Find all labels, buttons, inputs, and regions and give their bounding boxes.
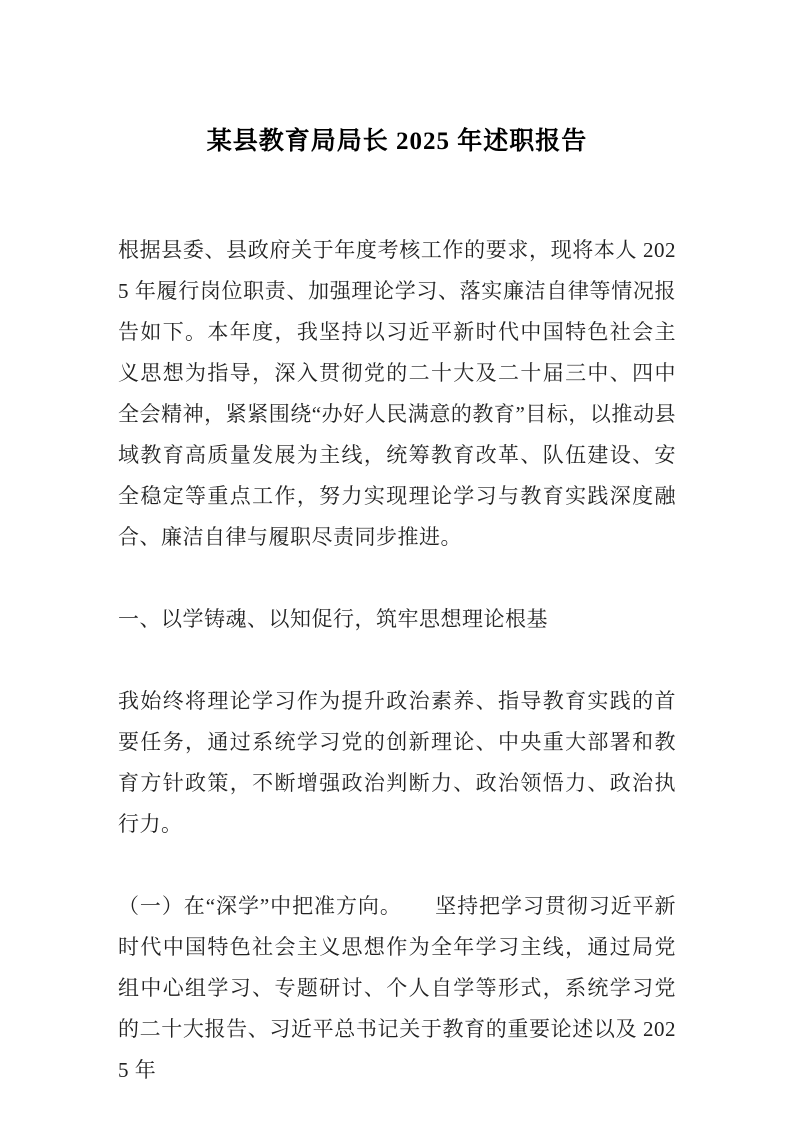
document-title: 某县教育局局长 2025 年述职报告 bbox=[206, 128, 588, 155]
paragraph-theory-study: 我始终将理论学习作为提升政治素养、指导教育实践的首要任务，通过系统学习党的创新理论、中央重大部署和教育方针政策，不断增强政治判断力、政治领悟力、政治执行力。 bbox=[118, 689, 676, 836]
paragraph-deep-study: （一）在“深学”中把准方向。 坚持把学习贯彻习近平新时代中国特色社会主义思想作为全年学习主线，通过局党组中心组学习、专题研讨、个人自学等形式，系统学习党的二十大报告、习近平总书记关于教育的重要论述以及 2025 年 bbox=[118, 894, 676, 1082]
paragraph-intro: 根据县委、县政府关于年度考核工作的要求，现将本人 2025 年履行岗位职责、加强理论学习、落实廉洁自律等情况报告如下。本年度，我坚持以习近平新时代中国特色社会主义思想为指导，深入贯彻党的二十大及二十届三中、四中全会精神，紧紧围绕“办好人民满意的教育”目标，以推动县域教育高质量发展为主线，统筹教育改革、队伍建设、安全稳定等重点工作，努力实现理论学习与教育实践深度融合、廉洁自律与履职尽责同步推进。 bbox=[118, 238, 676, 549]
section-heading-1: 一、以学铸魂、以知促行，筑牢思想理论根基 bbox=[118, 607, 548, 631]
